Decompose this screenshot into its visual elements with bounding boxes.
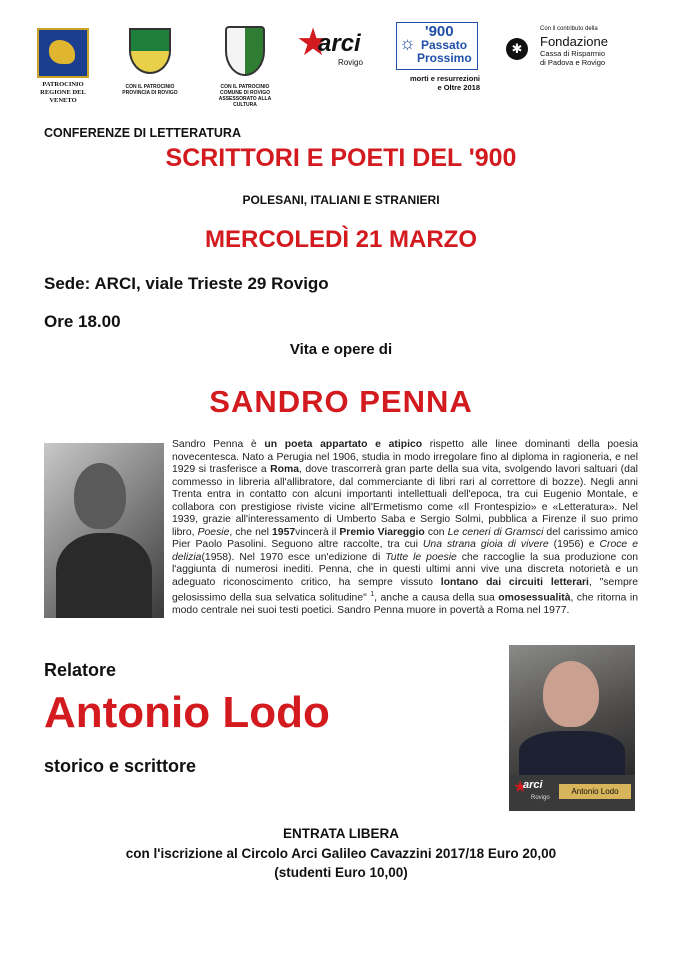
photo-caption: Antonio Lodo <box>559 784 631 799</box>
sandro-penna-photo <box>44 443 164 618</box>
logo-arci <box>296 22 376 72</box>
antonio-lodo-photo <box>509 645 635 811</box>
fondazione-sub-1: Cassa di Risparmio <box>540 49 606 58</box>
venue: Sede: ARCI, viale Trieste 29 Rovigo <box>44 274 329 293</box>
speaker-name: Antonio Lodo <box>44 688 330 737</box>
veneto-caption: PATROCINIO REGIONE DEL VENETO <box>40 81 86 104</box>
logo-fondazione <box>506 26 666 67</box>
logo-novecento <box>396 22 486 92</box>
sun-icon: ☼ <box>399 33 416 53</box>
shield-icon <box>129 28 171 74</box>
photo-arci-text: arci <box>523 779 543 791</box>
fondazione-sub-2: di Padova e Rovigo <box>540 58 606 67</box>
novecento-year: '900 <box>425 23 454 40</box>
arci-logo-text: arci <box>318 30 361 57</box>
series-label: CONFERENZE DI LETTERATURA <box>44 126 241 140</box>
portrait-icon <box>74 463 126 529</box>
event-date: MERCOLEDÌ 21 MARZO <box>204 226 477 253</box>
fondazione-icon: ✱ <box>506 38 528 60</box>
fondazione-title: Fondazione <box>540 34 608 49</box>
page-title: SCRITTORI E POETI DEL '900 <box>165 144 517 172</box>
arci-logo-city: Rovigo <box>338 58 363 67</box>
novecento-prossimo: Prossimo <box>417 51 472 65</box>
fondazione-small: Con il contributo della <box>540 26 598 32</box>
novecento-tagline-2: e Oltre 2018 <box>437 83 480 92</box>
entry-label: ENTRATA LIBERA <box>283 826 399 841</box>
lion-icon <box>37 28 89 78</box>
logo-comune <box>210 26 280 108</box>
star-icon: ★ <box>296 22 331 64</box>
subject-name: SANDRO PENNA <box>209 384 473 419</box>
logo-regione-veneto <box>28 28 98 105</box>
portrait-icon <box>543 661 599 727</box>
intro-line: Vita e opere di <box>289 341 393 358</box>
photo-arci-city: Rovigo <box>531 795 550 801</box>
novecento-tagline-1: morti e resurrezioni <box>409 74 480 83</box>
novecento-passato: Passato <box>421 38 468 52</box>
logo-provincia <box>120 28 180 96</box>
provincia-caption: CON IL PATROCINIO PROVINCIA DI ROVIGO <box>122 84 178 96</box>
event-time: Ore 18.00 <box>44 312 121 331</box>
membership-line: con l'iscrizione al Circolo Arci Galileo Cavazzini 2017/18 Euro 20,00 <box>125 846 557 861</box>
biography-text: Sandro Penna è un poeta appartato e atipico rispetto alle linee dominanti della poesia novecentesca. Nato a Perugia nel 1906, studia in modo irregolare fino al diploma in ragioneria, e nel 1929 si trasferisce a Roma, dove trascorrerà gran parte della sua vita, svolgendo lavori saltuari (dal commesso in libreria all'allibratore, dal commerciante di libri rari al correttore di bozze). Negli anni Trenta entra in contatto con alcuni importanti intellettuali dell'epoca, tra cui Eugenio Montale, e collabora con prestigiose riviste vicine all'Ermetismo come «Il Frontespizio» e «Letteratura». Nel 1939, grazie all'interessamento di Umberto Saba e Sergio Solmi, pubblica a Firenze il suo primo libro, Poesie, che nel 1957vincerà il Premio Viareggio con Le ceneri di Gramsci del carissimo amico Pier Paolo Pasolini. Seguono altre raccolte, tra cui Una strana gioia di vivere (1956) e Croce e delizia(1958). Nel 1970 esce un'edizione di Tutte le poesie che raccoglie la sua produzione con l'aggiunta di numerosi inediti. Penna, che in questi ultimi anni vive una discreta notorietà e un adeguato riconoscimento critico, ha sempre vissuto lontano dai circuiti letterari, "sempre gelosissimo della sua selvatica solitudine" $^1$, anche a causa della sua omosessualità, che ritorna in modo centrale nei suoi testi poetici. Sandro Penna muore in povertà a Roma nel 1977. <box>172 439 639 616</box>
speaker-description: storico e scrittore <box>44 756 197 776</box>
comune-caption: CON IL PATROCINIO COMUNE DI ROVIGO ASSESSORATO ALLA CULTURA <box>218 84 272 108</box>
star-icon: ★ <box>513 779 528 796</box>
student-price: (studenti Euro 10,00) <box>274 865 408 880</box>
speaker-role: Relatore <box>44 660 117 680</box>
subtitle: POLESANI, ITALIANI E STRANIERI <box>242 193 440 207</box>
crest-icon <box>225 26 265 76</box>
